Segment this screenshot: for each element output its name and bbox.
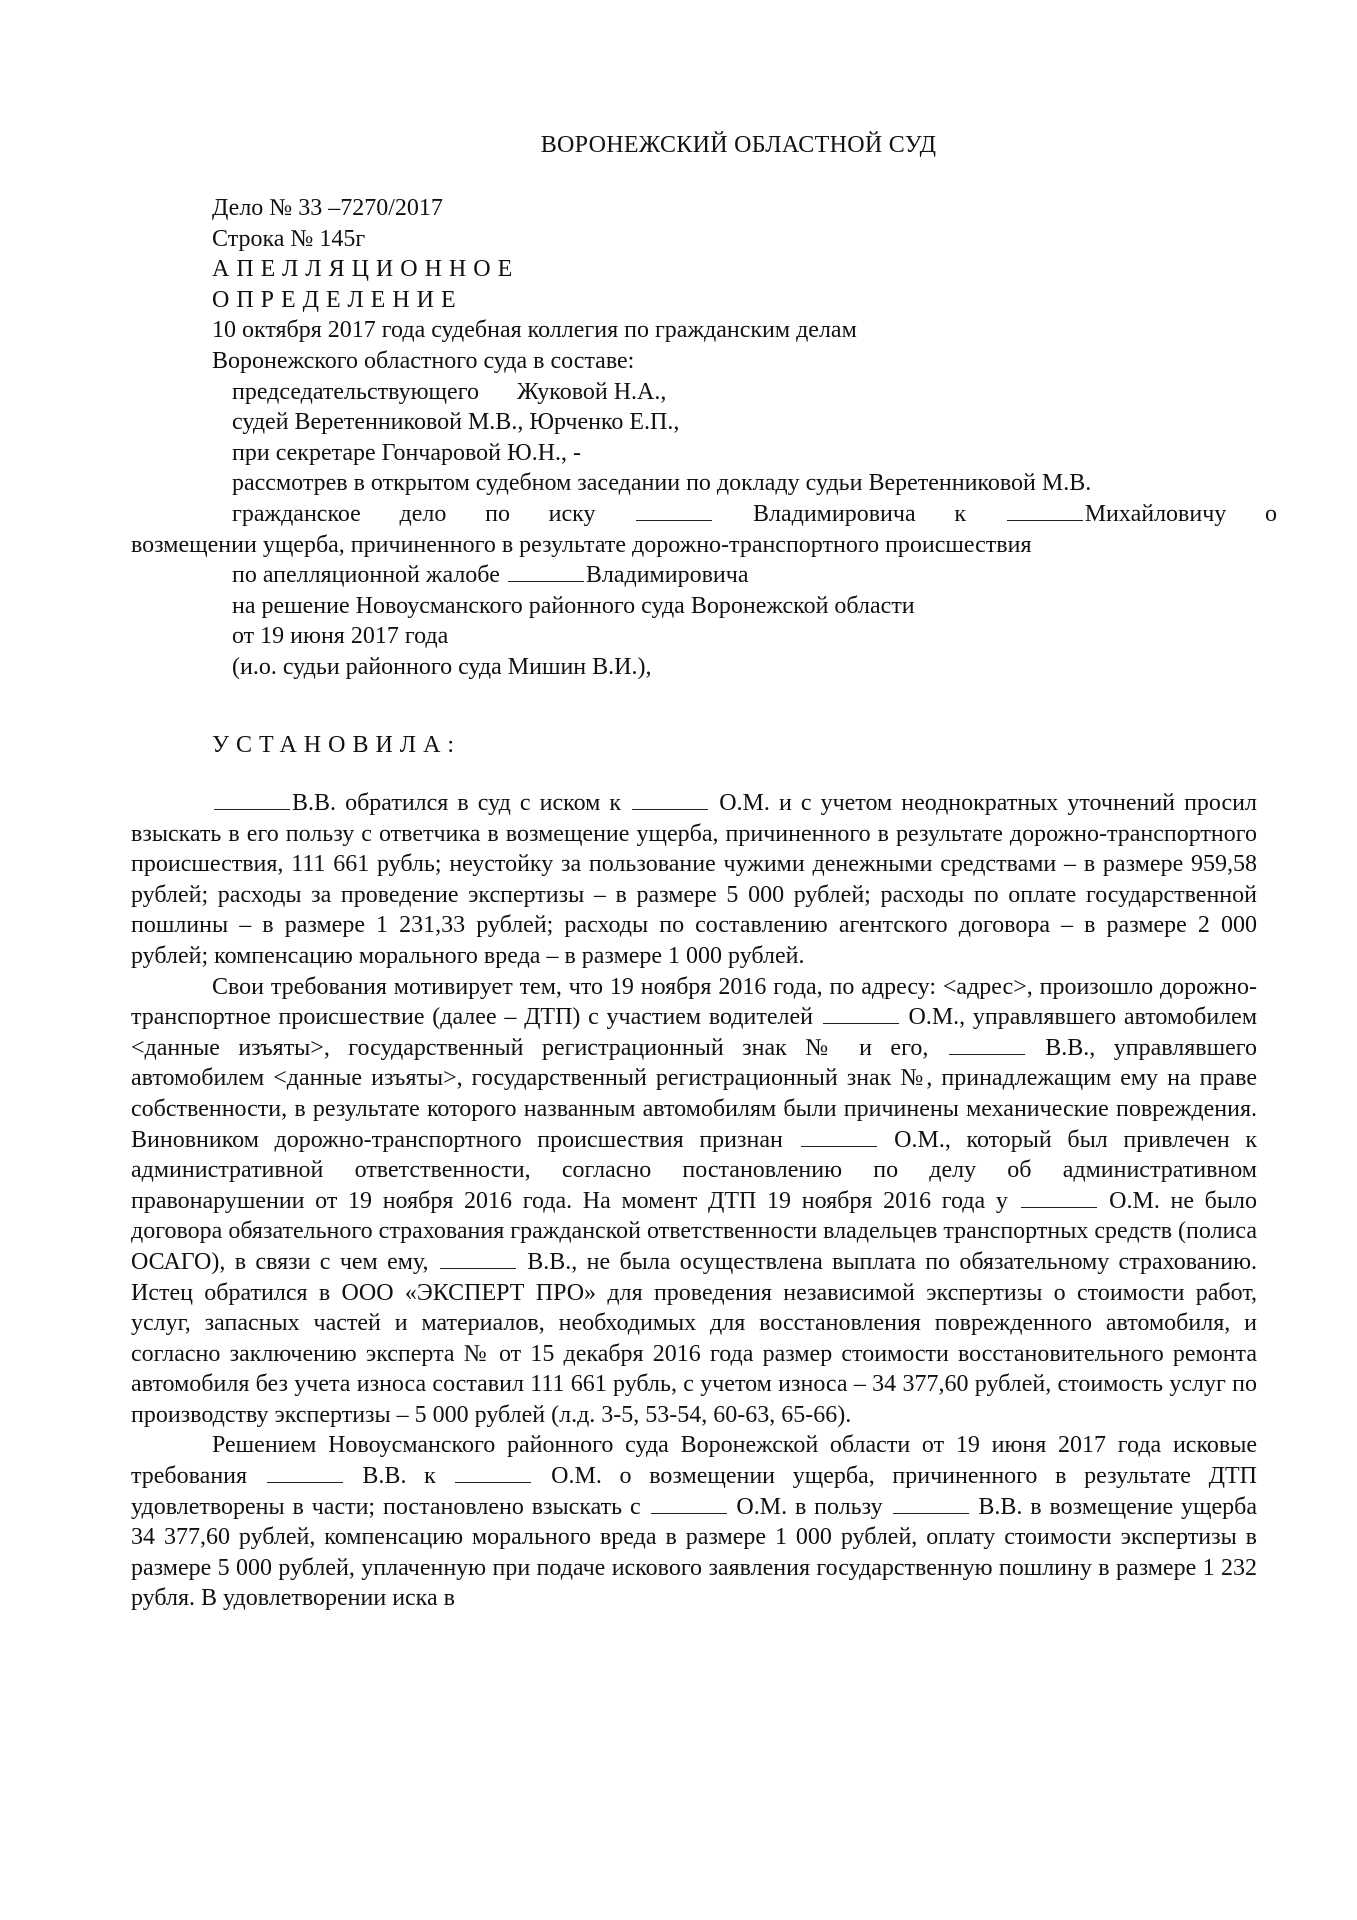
p3-c: О.М. о возмещении ущерба, причиненного в результате ДТП удовлетворены в части; постановлено взыскать с — [131, 1463, 1258, 1520]
redacted-blank — [636, 502, 712, 521]
redacted-blank — [949, 1036, 1025, 1055]
chair-label: председательствующего — [232, 378, 479, 405]
appeal-line — [232, 560, 1262, 591]
redacted-blank — [632, 791, 708, 810]
redacted-blank — [267, 1464, 343, 1483]
chair-line — [232, 377, 1262, 408]
case-text-b: Владимировича к — [752, 500, 966, 527]
redacted-blank — [801, 1128, 877, 1147]
judge-note-line: (и.о. судьи районного суда Мишин В.И.), — [232, 653, 652, 680]
paragraph-claim — [131, 788, 1257, 972]
body-text — [131, 788, 1257, 1614]
redacted-blank — [440, 1250, 516, 1269]
redacted-blank — [893, 1495, 969, 1514]
p2-d: О.М., который был привлечен к административной ответственности, согласно постановлению по делу об административном правонарушении от 19 ноября 2016 года. На момент ДТП 19 ноября 2016 года у — [131, 1126, 1258, 1214]
redacted-blank — [823, 1005, 899, 1024]
decision-date-line: от 19 июня 2017 года — [232, 623, 449, 650]
case-continuation: возмещении ущерба, причиненного в результате дорожно-транспортного происшествия — [131, 531, 1032, 558]
redacted-blank — [508, 563, 584, 582]
paragraph-grounds — [131, 972, 1257, 1431]
redacted-blank — [455, 1464, 531, 1483]
considered-line: рассмотрев в открытом судебном заседании по докладу судьи Веретенниковой М.В. — [232, 470, 1092, 497]
case-line — [232, 499, 1277, 530]
p3-a: Решением Новоусманского районного суда Воронежской области от 19 июня 2017 года исковые требования — [131, 1432, 1257, 1490]
redacted-blank — [214, 791, 290, 810]
line-number: Строка № 145г — [212, 225, 366, 252]
p2-b: О.М., управлявшего автомобилем <данные изъяты>, государственный регистрационный знак № и его, — [131, 1004, 1258, 1061]
redacted-blank — [1007, 502, 1083, 521]
secretary-line: при секретаре Гончаровой Ю.Н., - — [232, 439, 582, 466]
redacted-blank — [1021, 1189, 1097, 1208]
p2-c: В.В., управлявшего автомобилем <данные изъяты>, государственный регистрационный знак №, принадлежащим ему на праве собственности, в результате которого названным автомобилям были причинены механические повреждения. Виновником дорожно-транспортного происшествия признан — [131, 1034, 1258, 1153]
intro-line1: 10 октября 2017 года судебная коллегия по гражданским делам — [212, 317, 857, 344]
chair-name: Жуковой Н.А., — [516, 378, 667, 405]
case-text-c: Михайловичу о — [1084, 500, 1278, 527]
p1-b: О.М. и с учетом неоднократных уточнений просил взыскать в его пользу с ответчика в возмещение ущерба, причиненного в результате дорожно-транспортного происшествия, 111 661 рубль; неустойку за пользование чужими денежными средствами – в размере 959,58 рублей; расходы за проведение экспертизы – в размере 5 000 рублей; расходы по оплате государственной пошлины – в размере 1 231,33 рублей; расходы по составлению агентского договора – в размере 2 000 рублей; компенсацию морального вреда – в размере 1 000 рублей. — [131, 790, 1258, 969]
p3-b: В.В. к — [362, 1463, 436, 1490]
p2-a: Свои требования мотивирует тем, что 19 ноября 2016 года, по адресу: <адрес>, произошло дорожно-транспортное происшествие (далее – ДТП) с участием водителей — [131, 973, 1257, 1031]
case-number: Дело № 33 –7270/2017 — [212, 195, 443, 221]
decision-line: на решение Новоусманского районного суда Воронежской области — [232, 592, 915, 619]
paragraph-decision — [131, 1430, 1257, 1614]
intro-line2: Воронежского областного суда в составе: — [212, 347, 635, 374]
appeal-text-b: Владимировича — [585, 562, 749, 589]
redacted-blank — [651, 1495, 727, 1514]
court-title: ВОРОНЕЖСКИЙ ОБЛАСТНОЙ СУД — [540, 132, 937, 158]
doc-type-line2: ОПРЕДЕЛЕНИЕ — [212, 286, 463, 313]
p2-f: В.В., не была осуществлена выплата по обязательному страхованию. Истец обратился в ООО «ЭКСПЕРТ ПРО» для проведения независимой экспертизы о стоимости работ, услуг, запасных частей и материалов, необходимых для восстановления поврежденного автомобиля, и согласно заключению эксперта № от 15 декабря 2016 года размер стоимости восстановительного ремонта автомобиля без учета износа составил 111 661 рубль, с учетом износа – 34 377,60 рублей, стоимость услуг по производству экспертизы – 5 000 рублей (л.д. 3-5, 53-54, 60-63, 65-66). — [131, 1248, 1258, 1428]
doc-type-line1: АПЕЛЛЯЦИОННОЕ — [212, 256, 520, 283]
established-heading: УСТАНОВИЛА: — [212, 732, 462, 758]
header-block — [131, 193, 1278, 683]
appeal-text-a: по апелляционной жалобе — [232, 562, 500, 589]
p1-a: В.В. обратился в суд с иском к — [292, 790, 622, 816]
case-text-a: гражданское дело по иску — [232, 500, 596, 527]
p3-d: О.М. в пользу — [736, 1493, 883, 1520]
judges-line: судей Веретенниковой М.В., Юрченко Е.П., — [232, 409, 680, 436]
p2-e: О.М. не было договора обязательного страхования гражданской ответственности владельцев транспортных средств (полиса ОСАГО), в связи с чем ему, — [131, 1187, 1257, 1275]
p3-e: В.В. в возмещение ущерба 34 377,60 рублей, компенсацию морального вреда в размере 1 000 рублей, оплату стоимости экспертизы в размере 5 000 рублей, уплаченную при подаче искового заявления государственную пошлину в размере 1 232 рубля. В удовлетворении иска в — [131, 1493, 1258, 1612]
